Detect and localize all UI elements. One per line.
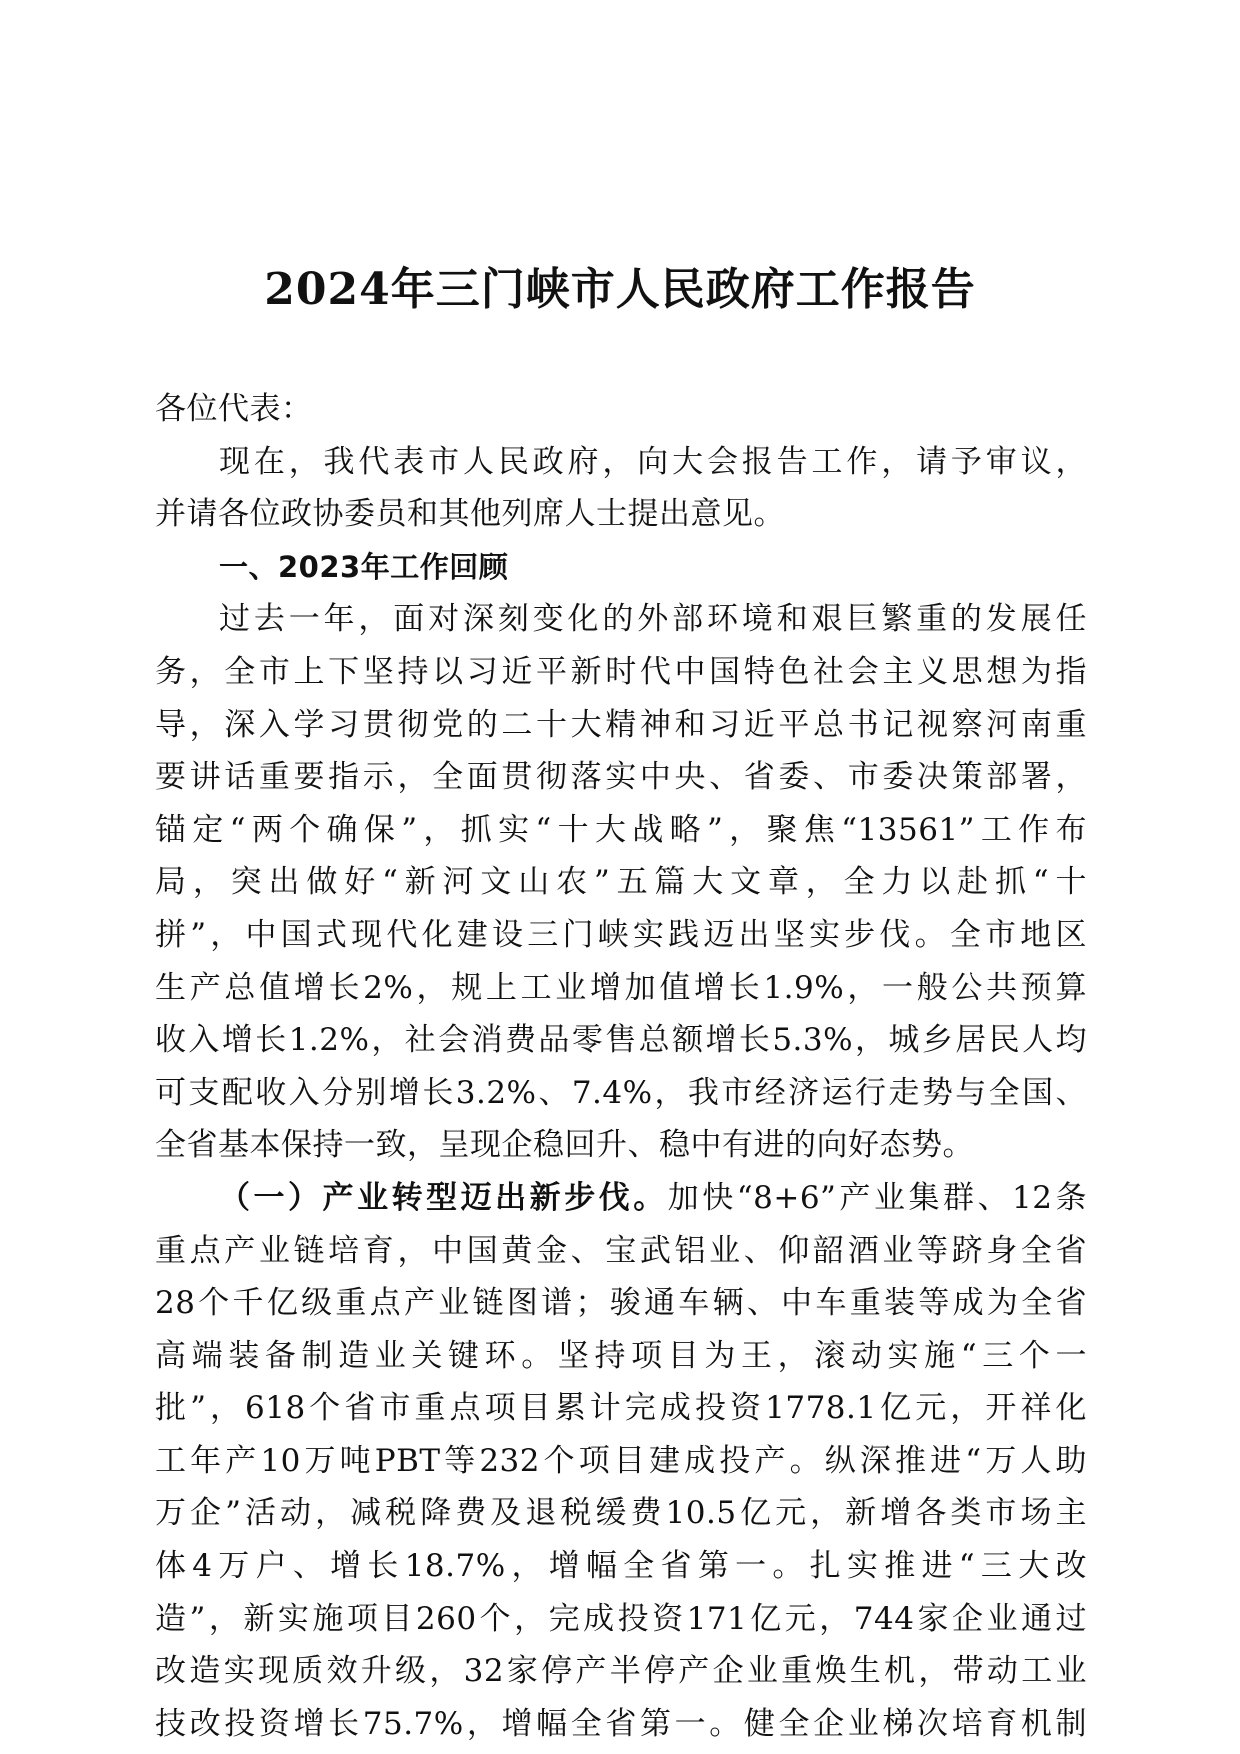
paragraph-line: [155, 1172, 1087, 1225]
paragraph-line: 收入增长1.2%，社会消费品零售总额增长5.3%，城乡居民人均: [155, 1022, 1087, 1059]
paragraph-line: 万企”活动，减税降费及退税缓费10.5亿元，新增各类市场主: [155, 1495, 1087, 1532]
paragraph-line: 生产总值增长2%，规上工业增加值增长1.9%，一般公共预算: [155, 969, 1087, 1006]
paragraph-line: 导，深入学习贯彻党的二十大精神和习近平总书记视察河南重: [155, 706, 1087, 743]
paragraph-line: 工年产10万吨PBT等232个项目建成投产。纵深推进“万人助: [155, 1442, 1087, 1479]
paragraph-line: 拼”，中国式现代化建设三门峡实践迈出坚实步伐。全市地区: [155, 916, 1087, 953]
paragraph-line: 造”，新实施项目260个，完成投资171亿元，744家企业通过: [155, 1600, 1087, 1637]
paragraph-line: 局，突出做好“新河文山农”五篇大文章，全力以赴抓“十: [155, 864, 1087, 901]
paragraph-line: 可支配收入分别增长3.2%、7.4%，我市经济运行走势与全国、: [155, 1074, 1087, 1111]
paragraph-line: 批”，618个省市重点项目累计完成投资1778.1亿元，开祥化: [155, 1390, 1087, 1427]
paragraph-line: 务，全市上下坚持以习近平新时代中国特色社会主义思想为指: [155, 653, 1087, 690]
paragraph-line: 要讲话重要指示，全面贯彻落实中央、省委、市委决策部署，: [155, 759, 1087, 796]
paragraph-line: 28个千亿级重点产业链图谱；骏通车辆、中车重装等成为全省: [155, 1285, 1087, 1322]
intro-line: 现在，我代表市人民政府，向大会报告工作，请予审议，: [219, 443, 1087, 480]
intro-line: 并请各位政协委员和其他列席人士提出意见。: [155, 496, 785, 533]
section-heading: 一、2023年工作回顾: [219, 549, 509, 584]
paragraph-line: 重点产业链培育，中国黄金、宝武铝业、仰韶酒业等跻身全省: [155, 1232, 1087, 1269]
paragraph-text: 加快“8+6”产业集群、12条: [667, 1179, 1087, 1216]
paragraph-line: 体4万户、增长18.7%，增幅全省第一。扎实推进“三大改: [155, 1548, 1087, 1585]
paragraph-line: 过去一年，面对深刻变化的外部环境和艰巨繁重的发展任: [219, 601, 1087, 638]
paragraph-line: 技改投资增长75.7%，增幅全省第一。健全企业梯次培育机制: [155, 1705, 1087, 1742]
subsection-heading: （一）产业转型迈出新步伐。: [219, 1179, 668, 1216]
paragraph-line: 全省基本保持一致，呈现企稳回升、稳中有进的向好态势。: [155, 1127, 974, 1164]
paragraph-line: 改造实现质效升级，32家停产半停产企业重焕生机，带动工业: [155, 1653, 1087, 1690]
paragraph-line: 高端装备制造业关键环。坚持项目为王，滚动实施“三个一: [155, 1337, 1087, 1374]
document-body: [155, 383, 1087, 1750]
greeting-line: 各位代表：: [155, 391, 313, 427]
document-title: 2024年三门峡市人民政府工作报告: [264, 264, 976, 315]
paragraph-line: 锚定“两个确保”，抓实“十大战略”，聚焦“13561”工作布: [155, 811, 1087, 848]
